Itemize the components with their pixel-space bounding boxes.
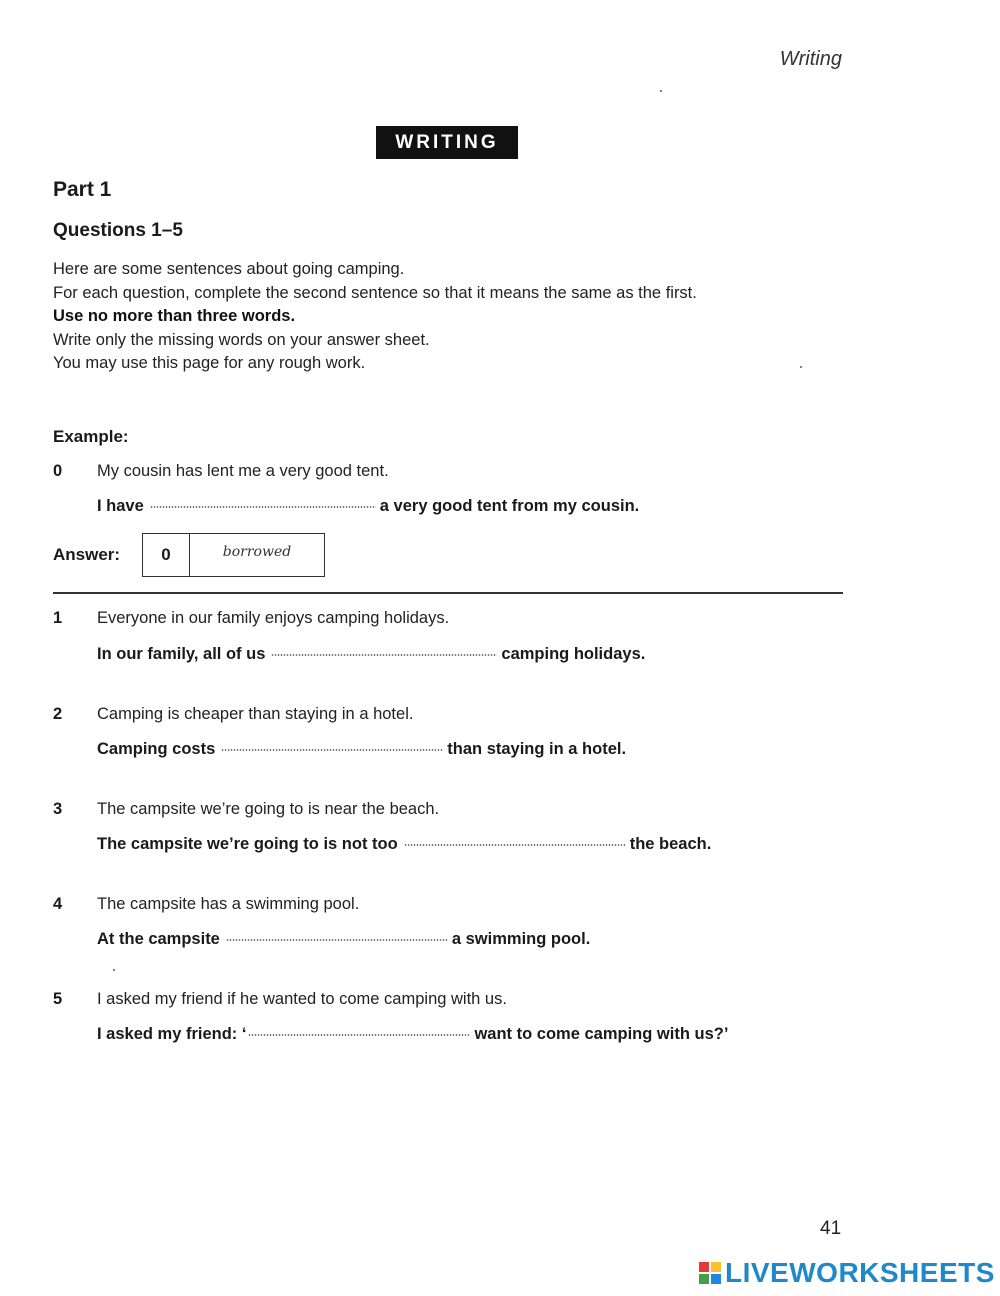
scan-speck <box>800 366 802 368</box>
example-transform <box>97 497 639 516</box>
brand-text: LIVEWORKSHEETS <box>725 1257 995 1288</box>
example-number: 0 <box>53 462 63 480</box>
liveworksheets-logo-icon <box>699 1262 721 1284</box>
logo-block-icon <box>699 1274 709 1284</box>
example-gap <box>150 506 376 508</box>
page-number: 41 <box>820 1218 842 1239</box>
question-transform <box>97 930 590 949</box>
question-after: camping holidays. <box>501 645 646 663</box>
answer-box-word: borrowed <box>222 544 292 560</box>
instruction-line: For each question, complete the second sentence so that it means the same as the first. <box>53 283 697 302</box>
question-before: The campsite we’re going to is not too <box>97 835 398 853</box>
instruction-line: Write only the missing words on your answer sheet. <box>53 330 430 349</box>
example-after: a very good tent from my cousin. <box>379 497 640 515</box>
question-sentence: The campsite we’re going to is near the beach. <box>97 800 440 818</box>
question-after: the beach. <box>629 835 712 853</box>
answer-gap[interactable] <box>226 939 448 941</box>
scan-speck <box>660 90 662 92</box>
example-answer-box <box>142 533 325 577</box>
question-number: 5 <box>53 990 63 1008</box>
part-title: Part 1 <box>53 178 112 201</box>
question-before: At the campsite <box>97 930 220 948</box>
answer-label: Answer: <box>53 545 121 564</box>
question-after: want to come camping with us?’ <box>474 1025 729 1043</box>
logo-block-icon <box>711 1262 721 1272</box>
question-before: I asked my friend: ‘ <box>97 1025 247 1043</box>
question-before: In our family, all of us <box>97 645 266 663</box>
answer-box-number: 0 <box>143 534 190 576</box>
answer-gap[interactable] <box>221 749 443 751</box>
question-transform <box>97 1025 728 1044</box>
running-head: Writing <box>779 48 842 70</box>
question-transform <box>97 740 626 759</box>
logo-block-icon <box>711 1274 721 1284</box>
answer-gap[interactable] <box>248 1034 470 1036</box>
instruction-line: Here are some sentences about going camping. <box>53 260 405 278</box>
liveworksheets-logo[interactable] <box>699 1257 995 1289</box>
instructions <box>53 258 697 376</box>
example-sentence: My cousin has lent me a very good tent. <box>97 462 389 480</box>
question-after: than staying in a hotel. <box>447 740 627 758</box>
question-number: 2 <box>53 705 63 723</box>
question-sentence: Camping is cheaper than staying in a hotel. <box>97 705 414 723</box>
question-after: a swimming pool. <box>451 930 591 948</box>
scan-speck <box>113 969 115 971</box>
example-label: Example: <box>53 427 129 446</box>
question-sentence: I asked my friend if he wanted to come camping with us. <box>97 990 507 1008</box>
answer-gap[interactable] <box>404 844 626 846</box>
question-number: 1 <box>53 609 63 627</box>
logo-block-icon <box>699 1262 709 1272</box>
question-before: Camping costs <box>97 740 216 758</box>
questions-title: Questions 1–5 <box>53 220 183 241</box>
section-banner: WRITING <box>376 126 518 159</box>
question-transform <box>97 835 711 854</box>
instruction-line-emphasis: Use no more than three words. <box>53 307 296 325</box>
question-sentence: The campsite has a swimming pool. <box>97 895 360 913</box>
example-before: I have <box>97 497 144 515</box>
instruction-line: You may use this page for any rough work. <box>53 354 366 372</box>
question-number: 4 <box>53 895 63 913</box>
divider-rule <box>53 592 843 594</box>
question-sentence: Everyone in our family enjoys camping holidays. <box>97 609 450 627</box>
question-transform <box>97 645 645 664</box>
question-number: 3 <box>53 800 63 818</box>
answer-gap[interactable] <box>271 654 497 656</box>
